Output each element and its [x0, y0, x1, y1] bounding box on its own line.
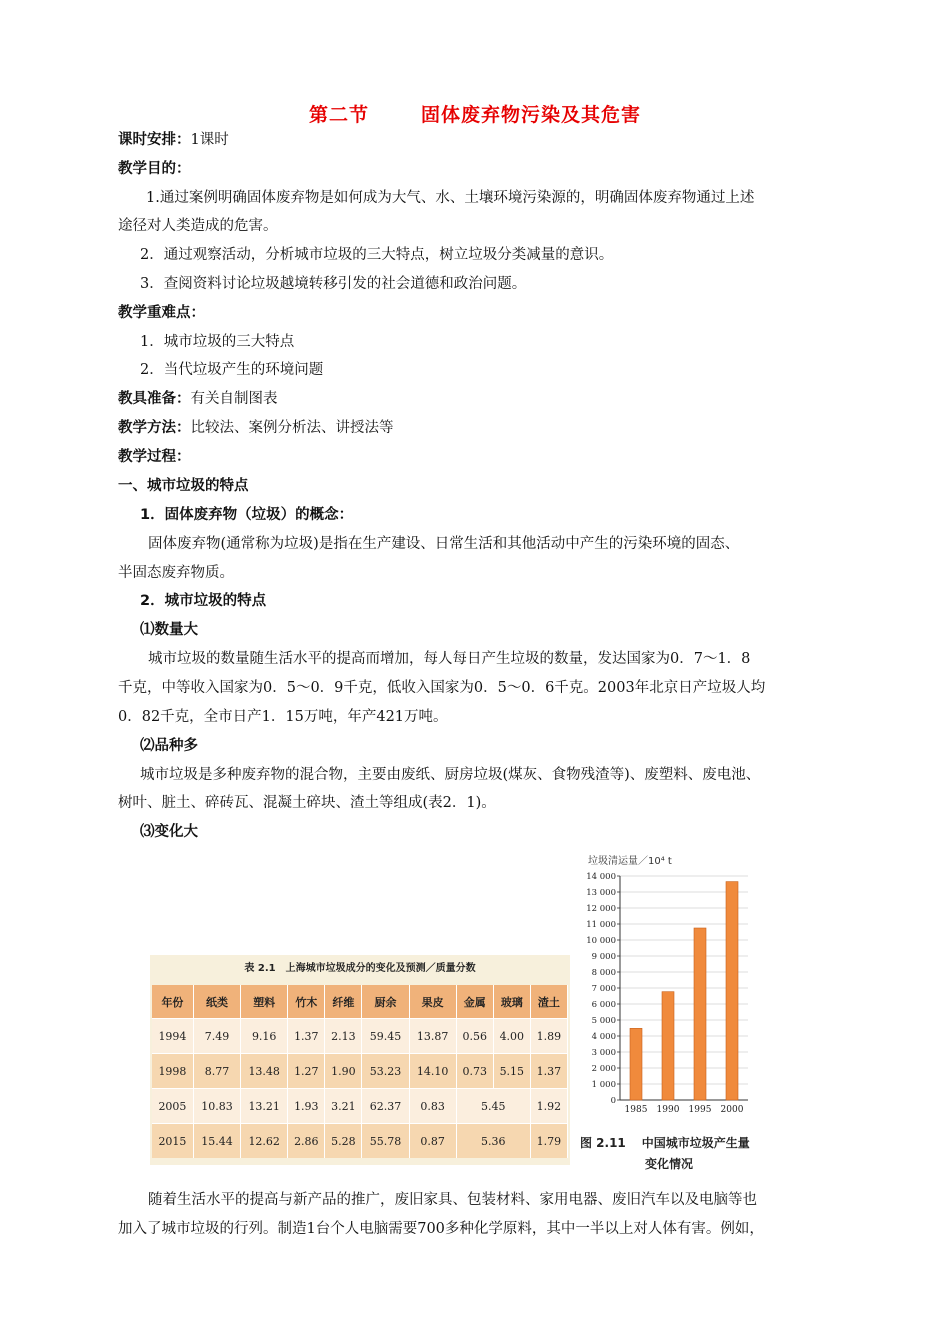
keypoint-1: 1．城市垃圾的三大特点: [140, 334, 295, 350]
feature-1-heading: ⑴数量大: [140, 622, 198, 638]
y-tick-label: 4 000: [591, 1032, 616, 1042]
table-cell: 2005: [152, 1089, 193, 1124]
y-tick-label: 7 000: [591, 984, 616, 994]
table-cell: 13.21: [241, 1089, 288, 1124]
table-cell: 13.87: [409, 1019, 456, 1054]
y-tick-label: 1 000: [591, 1080, 616, 1090]
chart-caption-number: 图 2.11: [580, 1136, 626, 1150]
table-cell: 13.48: [241, 1054, 288, 1089]
chart-caption-line-1: [580, 1134, 750, 1151]
subsection-1-heading: 1．固体废弃物（垃圾）的概念：: [140, 507, 354, 523]
y-axis-label: 垃圾清运量／10⁴ t: [588, 856, 672, 867]
table-header-cell: 纸类: [193, 985, 240, 1019]
table-cell: 0.56: [456, 1019, 493, 1054]
table-row: [152, 1019, 568, 1054]
chart-bar: [662, 992, 674, 1100]
paragraph-1-line-a: 固体废弃物(通常称为垃圾)是指在生产建设、日常生活和其他活动中产生的污染环境的固态、: [148, 536, 740, 552]
table-cell: 0.73: [456, 1054, 493, 1089]
table-cell: 55.78: [362, 1124, 409, 1159]
composition-table-figure: [150, 955, 570, 1165]
table-header-cell: 厨余: [362, 985, 409, 1019]
table-row: [152, 1089, 568, 1124]
table-cell: 3.21: [325, 1089, 362, 1124]
paragraph-2-line-a: 城市垃圾的数量随生活水平的提高而增加，每人每日产生垃圾的数量，发达国家为0．7～1．8: [148, 651, 751, 667]
table-header-cell: 金属: [456, 985, 493, 1019]
x-tick-label: 1985: [624, 1105, 648, 1115]
table-header-cell: 年份: [152, 985, 193, 1019]
chart-bar: [694, 928, 706, 1100]
methods-value: 比较法、案例分析法、讲授法等: [190, 420, 394, 436]
y-tick-label: 6 000: [591, 1000, 616, 1010]
title-section-number: 第二节: [308, 104, 369, 126]
table-header-row: [152, 985, 568, 1019]
table-cell: 2.86: [288, 1124, 325, 1159]
goal-2: 2．通过观察活动，分析城市垃圾的三大特点，树立垃圾分类减量的意识。: [140, 247, 614, 263]
x-tick-label: 1990: [656, 1105, 680, 1115]
table-header-cell: 竹木: [288, 985, 325, 1019]
table-header-cell: 果皮: [409, 985, 456, 1019]
table-cell: 2015: [152, 1124, 193, 1159]
y-tick-label: 11 000: [586, 920, 616, 930]
table-cell-merged: 5.45: [456, 1089, 530, 1124]
table-cell: 7.49: [193, 1019, 240, 1054]
table-cell: 15.44: [193, 1124, 240, 1159]
section-1-heading: 一、城市垃圾的特点: [118, 478, 249, 494]
tools-line: [118, 389, 278, 409]
table-cell: 5.15: [493, 1054, 530, 1089]
table-cell: 59.45: [362, 1019, 409, 1054]
table-cell: 9.16: [241, 1019, 288, 1054]
table-cell: 1.93: [288, 1089, 325, 1124]
table-cell: 8.77: [193, 1054, 240, 1089]
table-cell: 5.28: [325, 1124, 362, 1159]
chart-caption-text: 中国城市垃圾产生量: [641, 1136, 750, 1150]
table-cell: 1998: [152, 1054, 193, 1089]
y-tick-label: 8 000: [591, 968, 616, 978]
table-cell: 2.13: [325, 1019, 362, 1054]
table-cell-merged: 5.36: [456, 1124, 530, 1159]
table-cell: 1.27: [288, 1054, 325, 1089]
table-row: [152, 1054, 568, 1089]
table-row: [152, 1124, 568, 1159]
composition-table: [152, 985, 568, 1158]
table-cell: 12.62: [241, 1124, 288, 1159]
y-tick-label: 12 000: [586, 904, 616, 914]
x-tick-label: 2000: [720, 1105, 744, 1115]
table-cell: 1.37: [288, 1019, 325, 1054]
goal-1-line-a: 1.通过案例明确固体废弃物是如何成为大气、水、土壤环境污染源的，明确固体废弃物通过上述: [146, 190, 755, 206]
paragraph-2-line-c: 0．82千克，全市日产1．15万吨，年产421万吨。: [118, 709, 448, 725]
y-tick-label: 9 000: [591, 952, 616, 962]
tools-label: 教具准备：: [118, 391, 191, 407]
y-tick-label: 13 000: [586, 888, 616, 898]
table-cell: 1.89: [530, 1019, 567, 1054]
table-header-cell: 塑料: [241, 985, 288, 1019]
x-tick-label: 1995: [688, 1105, 712, 1115]
y-tick-label: 2 000: [591, 1064, 616, 1074]
keypoints-heading: 教学重难点：: [118, 305, 205, 321]
subsection-2-heading: 2．城市垃圾的特点: [140, 593, 267, 609]
chart-bar: [726, 882, 738, 1100]
paragraph-3-line-b: 树叶、脏土、碎砖瓦、混凝土碎块、渣土等组成(表2．1)。: [118, 795, 496, 811]
table-cell: 14.10: [409, 1054, 456, 1089]
table-cell: 4.00: [493, 1019, 530, 1054]
table-header-cell: 纤维: [325, 985, 362, 1019]
feature-3-heading: ⑶变化大: [140, 824, 198, 840]
methods-line: [118, 418, 394, 438]
table-cell: 10.83: [193, 1089, 240, 1124]
chart-caption-line-2: 变化情况: [645, 1157, 694, 1171]
chart-bar: [630, 1028, 642, 1100]
paragraph-1-line-b: 半固态废弃物质。: [118, 565, 234, 581]
table-cell: 0.83: [409, 1089, 456, 1124]
paragraph-4-line-a: 随着生活水平的提高与新产品的推广，废旧家具、包装材料、家用电器、废旧汽车以及电脑等也: [148, 1192, 757, 1208]
garbage-bar-chart: [570, 848, 780, 1128]
table-cell: 0.87: [409, 1124, 456, 1159]
keypoint-2: 2．当代垃圾产生的环境问题: [140, 362, 324, 378]
y-tick-label: 0: [610, 1096, 616, 1106]
table-header-cell: 渣土: [530, 985, 567, 1019]
y-tick-label: 3 000: [591, 1048, 616, 1058]
paragraph-4-line-b: 加入了城市垃圾的行列。制造1台个人电脑需要700多种化学原料，其中一半以上对人体有害。例如，: [118, 1221, 764, 1237]
garbage-chart-figure: [570, 848, 780, 1178]
table-cell: 1.92: [530, 1089, 567, 1124]
y-tick-label: 14 000: [586, 872, 616, 882]
tools-value: 有关自制图表: [190, 391, 278, 407]
goal-1-line-b: 途径对人类造成的危害。: [118, 218, 278, 234]
table-cell: 1994: [152, 1019, 193, 1054]
table-cell: 1.37: [530, 1054, 567, 1089]
title-text: 固体废弃物污染及其危害: [421, 104, 642, 126]
y-tick-label: 5 000: [591, 1016, 616, 1026]
table-cell: 53.23: [362, 1054, 409, 1089]
table-caption: 表 2.1 上海城市垃圾成分的变化及预测／质量分数: [244, 963, 476, 974]
methods-label: 教学方法：: [118, 420, 191, 436]
feature-2-heading: ⑵品种多: [140, 738, 198, 754]
paragraph-2-line-b: 千克，中等收入国家为0．5～0．9千克，低收入国家为0．5～0．6千克。2003年北京日产垃圾人均: [118, 680, 766, 696]
y-tick-label: 10 000: [586, 936, 616, 946]
schedule-value: 1课时: [190, 132, 229, 148]
goal-3: 3．查阅资料讨论垃圾越境转移引发的社会道德和政治问题。: [140, 276, 527, 292]
process-heading: 教学过程：: [118, 449, 191, 465]
table-cell: 62.37: [362, 1089, 409, 1124]
page-title: [0, 100, 950, 127]
schedule-line: [118, 130, 229, 150]
table-cell: 1.79: [530, 1124, 567, 1159]
paragraph-3-line-a: 城市垃圾是多种废弃物的混合物，主要由废纸、厨房垃圾(煤灰、食物残渣等)、废塑料、废电池、: [140, 767, 761, 783]
table-header-cell: 玻璃: [493, 985, 530, 1019]
table-cell: 1.90: [325, 1054, 362, 1089]
schedule-label: 课时安排：: [118, 132, 191, 148]
goals-heading: 教学目的：: [118, 161, 191, 177]
